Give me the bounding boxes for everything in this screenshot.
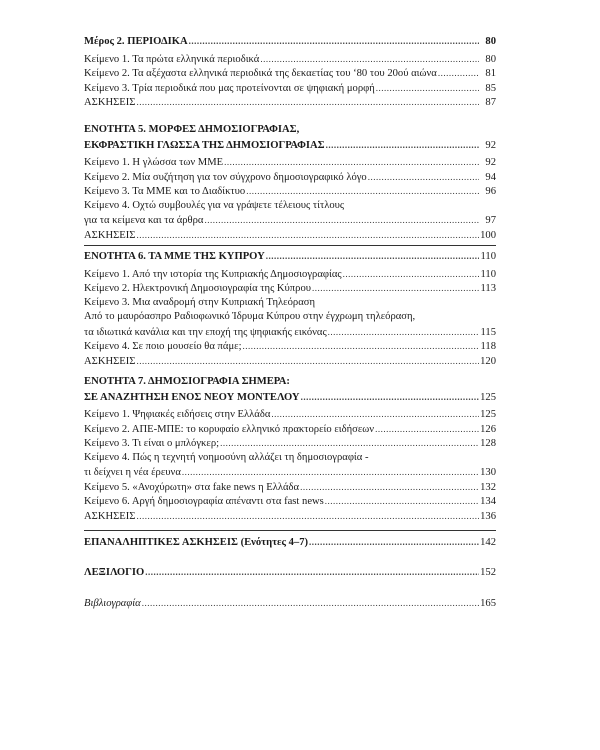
page-number: 85 <box>485 82 496 94</box>
leader-dots <box>220 436 479 451</box>
heading-text: ΛΕΞΙΛΟΓΙΟ <box>84 567 145 578</box>
page-number: 128 <box>480 438 496 449</box>
leader-dots <box>246 184 479 199</box>
entry-text: Κείμενο 2. Ηλεκτρονική Δημοσιογραφία της Κύπρου <box>84 283 311 294</box>
page-number: 120 <box>480 355 496 367</box>
page-number: 165 <box>480 598 496 609</box>
leader-dots <box>189 34 479 49</box>
toc-entry <box>84 281 496 296</box>
page-number: 80 <box>485 36 496 47</box>
toc-heading <box>84 535 496 550</box>
entry-text: τι δείχνει η νέα έρευνα <box>84 467 181 478</box>
toc-entry <box>84 339 496 354</box>
leader-dots <box>182 465 479 480</box>
leader-dots <box>266 249 479 264</box>
toc-entry <box>84 436 496 451</box>
toc-entry <box>84 354 496 369</box>
leader-dots <box>375 422 479 437</box>
toc-entry <box>84 407 496 422</box>
page-number: 87 <box>485 97 496 108</box>
leader-dots <box>145 565 479 580</box>
toc-heading <box>84 249 496 264</box>
part2-section <box>84 34 496 110</box>
page-number: 80 <box>485 53 496 65</box>
page-number: 134 <box>480 496 496 507</box>
page-number: 130 <box>480 467 496 478</box>
page-number: 132 <box>480 481 496 493</box>
entry-text: Κείμενο 2. Μία συζήτηση για τον σύγχρονο δημοσιογραφικό λόγο <box>84 171 367 183</box>
page-number: 94 <box>485 171 496 183</box>
section-divider <box>84 530 496 531</box>
leader-dots <box>300 480 479 495</box>
toc-entry <box>84 52 496 67</box>
leader-dots <box>326 138 479 153</box>
leader-dots <box>438 66 479 81</box>
page-number: 110 <box>480 251 496 262</box>
toc-entry <box>84 465 496 480</box>
entry-text: Κείμενο 1. Ψηφιακές ειδήσεις στην Ελλάδα <box>84 409 271 420</box>
entry-text: ΑΣΚΗΣΕΙΣ <box>84 355 136 367</box>
unit5-section <box>84 123 496 242</box>
leader-dots <box>312 281 479 296</box>
leader-dots <box>260 52 479 67</box>
entry-text: Κείμενο 2. Τα αξέχαστα ελληνικά περιοδικά της δεκαετίας του ‘80 του 20ού αιώνα <box>84 68 437 79</box>
page-number: 92 <box>485 157 496 168</box>
entry-text: τα ιδιωτικά κανάλια και την εποχή της ψηφιακής εικόνας <box>84 326 327 338</box>
entry-text: Κείμενο 2. ΑΠΕ-ΜΠΕ: το κορυφαίο ελληνικό πρακτορείο ειδήσεων <box>84 423 375 435</box>
leader-dots <box>309 535 479 550</box>
leader-dots <box>142 596 479 611</box>
heading-text: ΕΝΟΤΗΤΑ 7. ΔΗΜΟΣΙΟΓΡΑΦΙΑ ΣΗΜΕΡΑ: <box>84 376 290 387</box>
toc-entry <box>84 509 496 524</box>
toc-entry <box>84 199 496 214</box>
toc-heading <box>84 123 496 138</box>
leader-dots <box>224 155 479 170</box>
entry-text: Κείμενο 3. Τρία περιοδικά που μας προτείνονται σε ψηφιακή μορφή <box>84 82 375 94</box>
page-number: 97 <box>485 215 496 226</box>
heading-text: ΣΕ ΑΝΑΖΗΤΗΣΗ ΕΝΟΣ ΝΕΟΥ ΜΟΝΤΕΛΟΥ <box>84 391 300 403</box>
page-number: 113 <box>480 283 496 294</box>
entry-text: ΑΣΚΗΣΕΙΣ <box>84 97 136 108</box>
page-number: 125 <box>480 409 496 420</box>
toc-entry <box>84 494 496 509</box>
entry-text: Κείμενο 1. Από την ιστορία της Κυπριακής Δημοσιογραφίας <box>84 268 342 280</box>
entry-text: Κείμενο 4. Οχτώ συμβουλές για να γράψετε τέλειους τίτλους <box>84 199 345 211</box>
page-number: 110 <box>480 268 496 280</box>
entry-text: Κείμενο 1. Η γλώσσα των ΜΜΕ <box>84 157 224 168</box>
unit7-section <box>84 375 496 523</box>
leader-dots <box>301 390 479 405</box>
page-number: 142 <box>480 537 496 548</box>
toc-heading <box>84 390 496 405</box>
toc-heading <box>84 138 496 153</box>
entry-text: Κείμενο 3. Τι είναι ο μπλόγκερ; <box>84 438 220 449</box>
leader-dots <box>325 494 479 509</box>
toc-entry <box>84 267 496 282</box>
heading-text: ΕΚΦΡΑΣΤΙΚΗ ΓΛΩΣΣΑ ΤΗΣ ΔΗΜΟΣΙΟΓΡΑΦΙΑΣ <box>84 139 325 151</box>
bibliography-section <box>84 596 496 611</box>
toc-heading <box>84 34 496 49</box>
unit6-section <box>84 249 496 368</box>
toc-entry <box>84 596 496 611</box>
toc-entry <box>84 213 496 228</box>
entry-text: Κείμενο 4. Σε ποιο μουσείο θα πάμε; <box>84 341 242 352</box>
entry-text: Κείμενο 3. Μια αναδρομή στην Κυπριακή Τηλεόραση <box>84 296 316 308</box>
page-number: 136 <box>480 510 496 522</box>
entry-text: Κείμενο 6. Αργή δημοσιογραφία απέναντι στα fast news <box>84 496 324 507</box>
leader-dots <box>271 407 479 422</box>
heading-text: ΕΝΟΤΗΤΑ 5. ΜΟΡΦΕΣ ΔΗΜΟΣΙΟΓΡΑΦΙΑΣ, <box>84 124 300 135</box>
leader-dots <box>136 509 479 524</box>
page-number: 126 <box>480 423 496 435</box>
page-number: 115 <box>480 326 496 338</box>
leader-dots <box>328 325 479 340</box>
leader-dots <box>136 228 479 243</box>
page-number: 152 <box>480 567 496 578</box>
glossary-section <box>84 565 496 580</box>
leader-dots <box>376 81 479 96</box>
entry-text: Κείμενο 5. «Ανοχύρωτη» στα fake news η Ελλάδα <box>84 481 300 493</box>
page-number: 118 <box>480 341 496 352</box>
toc-entry <box>84 155 496 170</box>
leader-dots <box>368 170 479 185</box>
heading-text: Μέρος 2. ΠΕΡΙΟΔΙΚΑ <box>84 36 188 47</box>
entry-text: Βιβλιογραφία <box>84 598 141 609</box>
entry-text: για τα κείμενα και τα άρθρα <box>84 215 204 226</box>
page-number: 81 <box>485 68 496 79</box>
entry-text: Κείμενο 4. Πώς η τεχνητή νοημοσύνη αλλάζει τη δημοσιογραφία - <box>84 451 369 463</box>
toc-entry <box>84 81 496 96</box>
page-number: 125 <box>480 391 496 403</box>
review-section <box>84 535 496 550</box>
section-divider <box>84 245 496 246</box>
leader-dots <box>136 354 479 369</box>
page-number: 96 <box>485 186 496 197</box>
toc-entry <box>84 170 496 185</box>
toc-entry <box>84 66 496 81</box>
toc-entry <box>84 184 496 199</box>
toc-entry <box>84 310 496 325</box>
toc-entry <box>84 451 496 466</box>
heading-text: ΕΠΑΝΑΛΗΠΤΙΚΕΣ ΑΣΚΗΣΕΙΣ (Ενότητες 4–7) <box>84 537 309 548</box>
heading-text: ΕΝΟΤΗΤΑ 6. ΤΑ ΜΜΕ ΤΗΣ ΚΥΠΡΟΥ <box>84 251 265 262</box>
page-number: 100 <box>480 229 496 241</box>
leader-dots <box>243 339 479 354</box>
toc-entry <box>84 228 496 243</box>
toc-entry <box>84 480 496 495</box>
toc-heading <box>84 565 496 580</box>
toc-entry <box>84 422 496 437</box>
toc-entry <box>84 325 496 340</box>
leader-dots <box>136 95 479 110</box>
entry-text: ΑΣΚΗΣΕΙΣ <box>84 229 136 241</box>
entry-text: Από το μαυρόασπρο Ραδιοφωνικό Ίδρυμα Κύπρου στην έγχρωμη τηλεόραση, <box>84 311 416 322</box>
entry-text: Κείμενο 3. Τα ΜΜΕ και το Διαδίκτυο <box>84 186 246 197</box>
leader-dots <box>343 267 479 282</box>
leader-dots <box>204 213 479 228</box>
entry-text: ΑΣΚΗΣΕΙΣ <box>84 510 136 522</box>
entry-text: Κείμενο 1. Τα πρώτα ελληνικά περιοδικά <box>84 53 260 65</box>
toc-entry <box>84 95 496 110</box>
page-number: 92 <box>485 139 496 151</box>
toc-entry <box>84 296 496 311</box>
toc-heading <box>84 375 496 390</box>
